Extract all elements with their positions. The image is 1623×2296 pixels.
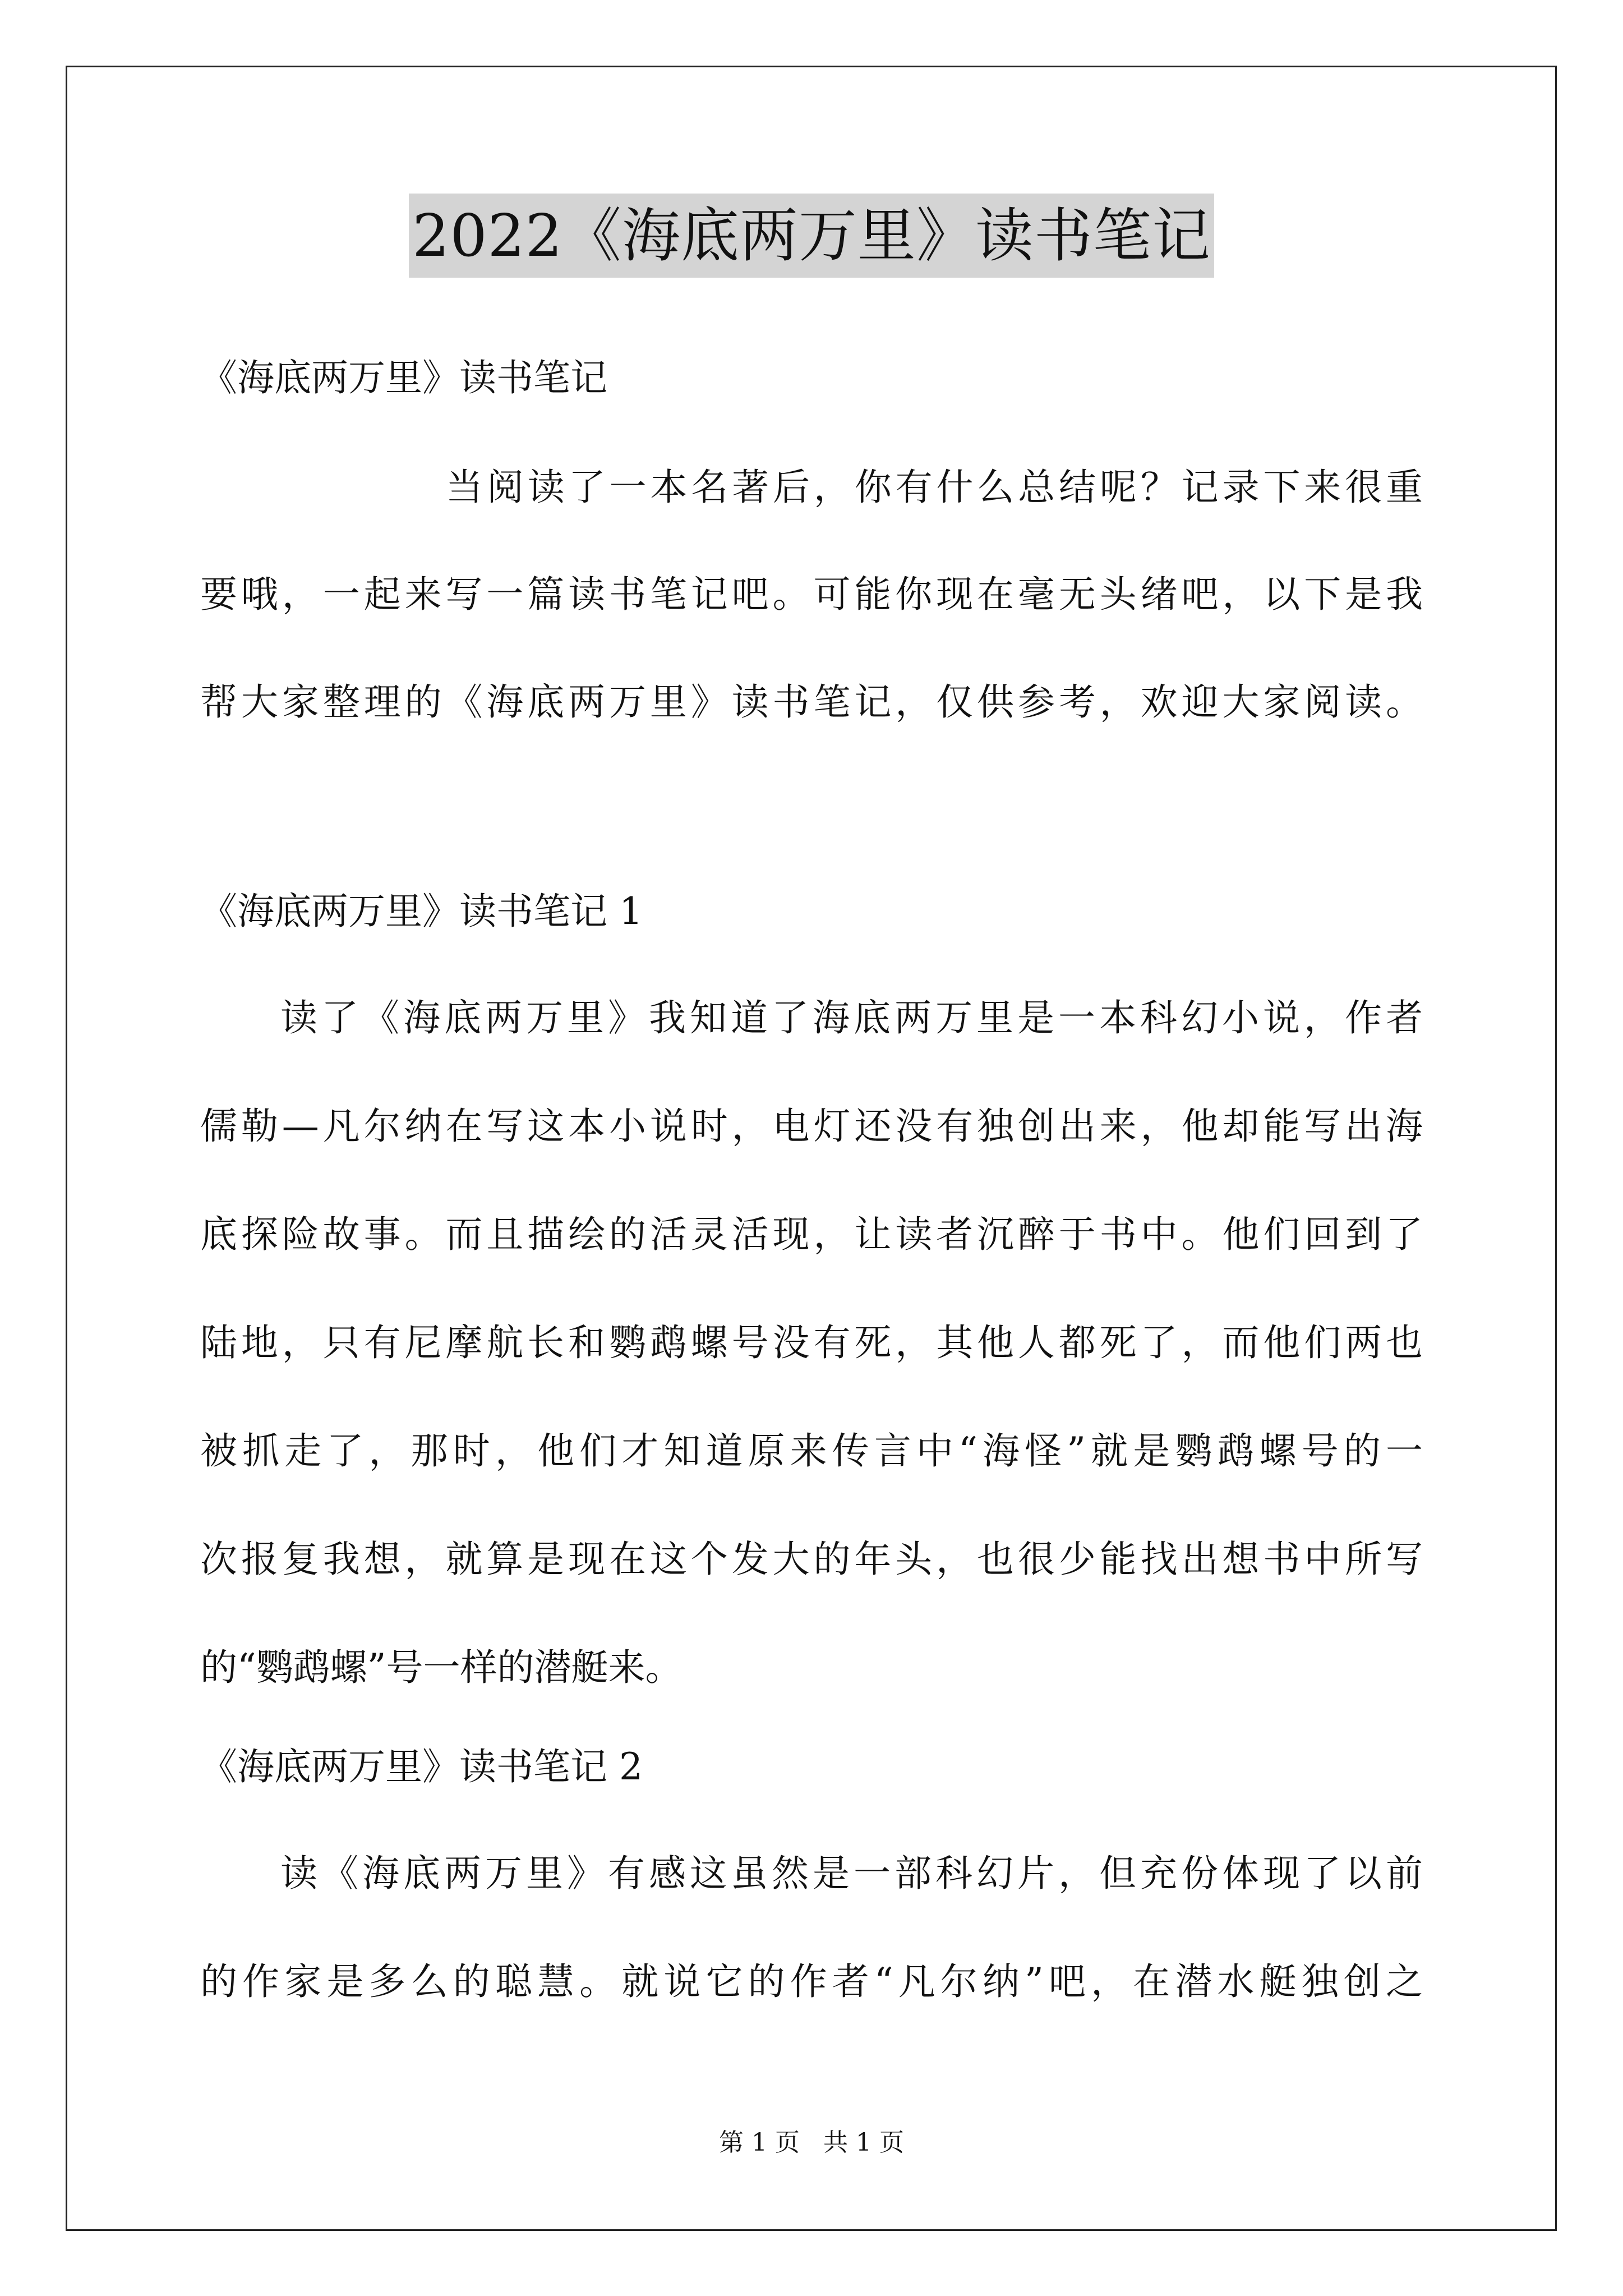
section-2-heading: 《海底两万里》读书笔记 2	[200, 1745, 643, 1788]
section-2-line-1: 读《海底两万里》有感这虽然是一部科幻片，但充份体现了以前	[280, 1852, 1423, 1895]
section-1-line-1: 读了《海底两万里》我知道了海底两万里是一本科幻小说，作者	[280, 996, 1423, 1039]
title-container	[0, 194, 1623, 278]
document-title: 2022《海底两万里》读书笔记	[409, 194, 1214, 278]
section-1-line-4: 陆地，只有尼摩航长和鹦鹉螺号没有死，其他人都死了，而他们两也	[200, 1321, 1423, 1364]
section-1-heading: 《海底两万里》读书笔记 1	[200, 890, 643, 933]
section-2-line-2: 的作家是多么的聪慧。就说它的作者“凡尔纳”吧，在潜水艇独创之	[200, 1960, 1423, 2003]
section-1-line-3: 底探险故事。而且描绘的活灵活现，让读者沉醉于书中。他们回到了	[200, 1213, 1423, 1256]
document-subtitle: 《海底两万里》读书笔记	[200, 356, 607, 399]
page-footer: 第 1 页 共 1 页	[719, 2128, 904, 2157]
section-1-line-5: 被抓走了，那时，他们才知道原来传言中“海怪”就是鹦鹉螺号的一	[200, 1429, 1423, 1473]
intro-line-3: 帮大家整理的《海底两万里》读书笔记，仅供参考，欢迎大家阅读。	[200, 680, 1423, 724]
intro-line-1: 当阅读了一本名著后，你有什么总结呢？记录下来很重	[446, 466, 1423, 509]
intro-line-2: 要哦，一起来写一篇读书笔记吧。可能你现在毫无头绪吧，以下是我	[200, 573, 1423, 616]
section-1-line-2: 儒勒—凡尔纳在写这本小说时，电灯还没有独创出来，他却能写出海	[200, 1105, 1423, 1148]
section-1-line-7: 的“鹦鹉螺”号一样的潜艇来。	[200, 1646, 683, 1689]
section-1-line-6: 次报复我想，就算是现在这个发大的年头，也很少能找出想书中所写	[200, 1538, 1423, 1581]
